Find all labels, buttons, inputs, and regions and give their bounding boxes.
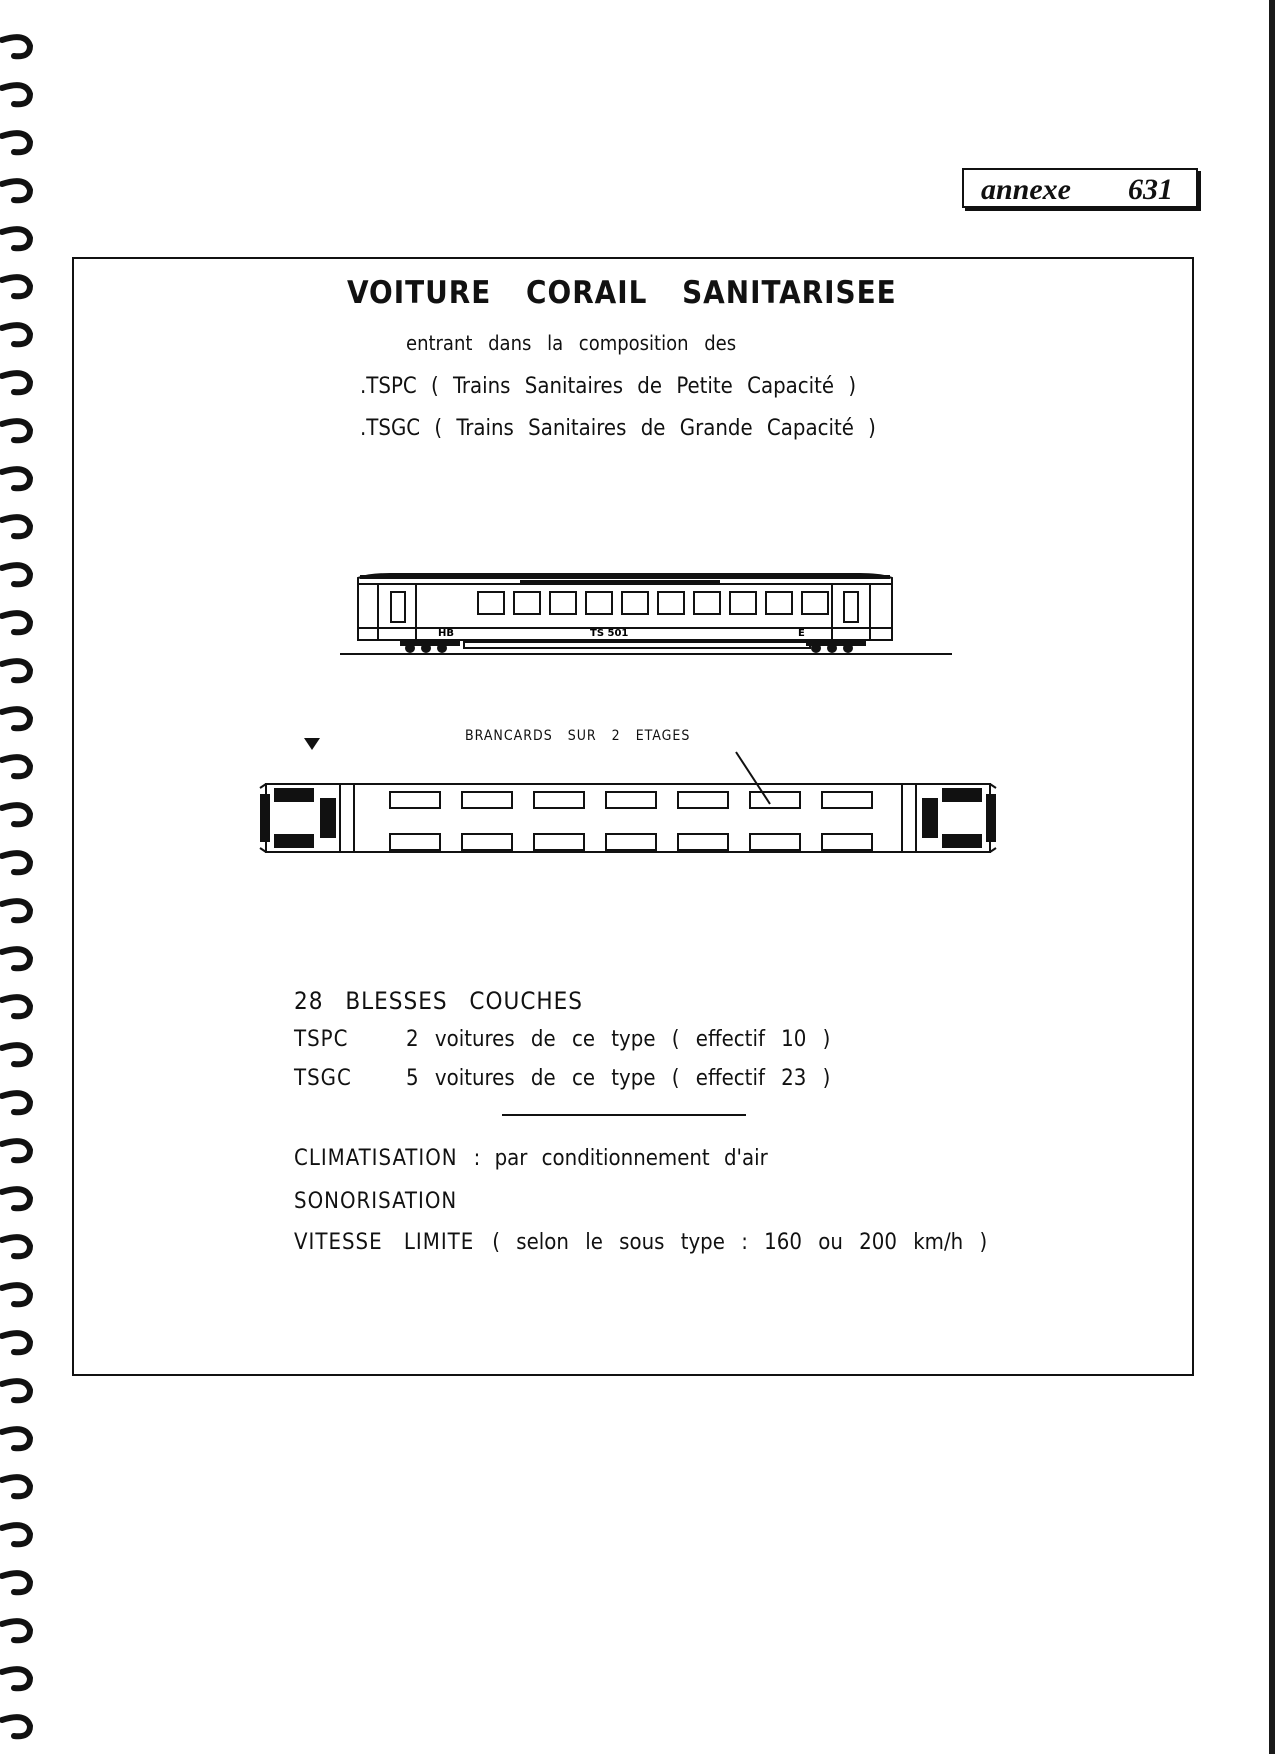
stretcher-slot: [390, 792, 440, 808]
side-window: [658, 592, 684, 614]
stretcher-slot: [462, 834, 512, 850]
spiral-coil: [2, 997, 30, 1016]
spiral-coil: [2, 517, 30, 536]
capacity-headline: 28 BLESSES COUCHES: [294, 987, 583, 1015]
stretcher-slot: [678, 792, 728, 808]
separator-rule: [502, 1114, 746, 1116]
spiral-coil: [2, 853, 30, 872]
capacity-text: 2 voitures de ce type ( effectif 10 ): [406, 1027, 831, 1052]
side-window: [550, 592, 576, 614]
spiral-coil: [2, 661, 30, 680]
spiral-coil: [2, 421, 30, 440]
train-type-tspc: .TSPC ( Trains Sanitaires de Petite Capacité ): [360, 374, 857, 399]
feature-sonorisation: SONORISATION: [294, 1189, 458, 1214]
page-title: VOITURE CORAIL SANITARISEE: [347, 275, 897, 311]
spiral-coil: [2, 181, 30, 200]
feature-detail: : par conditionnement d'air: [473, 1146, 768, 1171]
train-type-tsgc: .TSGC ( Trains Sanitaires de Grande Capacité ): [360, 416, 876, 441]
side-window: [766, 592, 792, 614]
spiral-coil: [2, 757, 30, 776]
capacity-text: 5 voitures de ce type ( effectif 23 ): [406, 1066, 831, 1091]
spiral-binding: [0, 0, 50, 1754]
spiral-coil: [2, 37, 30, 56]
spiral-coil: [2, 1429, 30, 1448]
spiral-coil: [2, 1573, 30, 1592]
stretcher-slot: [606, 792, 656, 808]
feature-label: VITESSE LIMITE: [294, 1230, 475, 1255]
spiral-coil: [2, 1237, 30, 1256]
capacity-row-tspc: [294, 1027, 830, 1052]
spiral-coil: [2, 1525, 30, 1544]
coach-plan-view: [250, 738, 1010, 868]
stretcher-slot: [822, 792, 872, 808]
side-marking-center: TS 501: [590, 628, 629, 639]
spiral-coil: [2, 709, 30, 728]
side-window: [622, 592, 648, 614]
side-marking-left: HB: [438, 628, 454, 639]
side-marking-right: E: [798, 628, 805, 639]
stretcher-slot: [678, 834, 728, 850]
stretcher-slot: [390, 834, 440, 850]
spiral-coil: [2, 901, 30, 920]
side-window: [586, 592, 612, 614]
spiral-coil: [2, 1141, 30, 1160]
spiral-coil: [2, 1621, 30, 1640]
spiral-coil: [2, 277, 30, 296]
feature-label: CLIMATISATION: [294, 1146, 458, 1171]
spiral-coil: [2, 1381, 30, 1400]
stretcher-slot: [462, 792, 512, 808]
spiral-coil: [2, 565, 30, 584]
spiral-coil: [2, 1093, 30, 1112]
spiral-coil: [2, 1477, 30, 1496]
capacity-row-tsgc: [294, 1066, 830, 1091]
stretcher-slot: [750, 792, 800, 808]
stretcher-slot: [606, 834, 656, 850]
spiral-coil: [2, 373, 30, 392]
annex-tag: [962, 168, 1198, 208]
spiral-coil: [2, 949, 30, 968]
spiral-coil: [2, 229, 30, 248]
annex-label: annexe: [981, 173, 1071, 206]
feature-detail: ( selon le sous type : 160 ou 200 km/h ): [492, 1230, 988, 1255]
spiral-coil: [2, 1045, 30, 1064]
side-window: [514, 592, 540, 614]
capacity-code: TSGC: [294, 1066, 352, 1091]
page-subtitle: entrant dans la composition des: [406, 331, 737, 355]
spiral-coil: [2, 469, 30, 488]
spiral-coil: [2, 325, 30, 344]
page-edge-shadow: [1269, 0, 1275, 1754]
spiral-coil: [2, 133, 30, 152]
spiral-coil: [2, 613, 30, 632]
stretcher-slot: [534, 834, 584, 850]
spiral-coil: [2, 1717, 30, 1736]
spiral-coil: [2, 85, 30, 104]
side-window: [478, 592, 504, 614]
spiral-coil: [2, 1189, 30, 1208]
stretcher-slot: [750, 834, 800, 850]
coach-side-view: [340, 570, 956, 660]
spiral-coil: [2, 805, 30, 824]
feature-speed-limit: [294, 1230, 987, 1255]
stretcher-callout-label: BRANCARDS SUR 2 ETAGES: [465, 728, 691, 744]
side-window: [730, 592, 756, 614]
feature-climatisation: [294, 1146, 768, 1171]
spiral-coil: [2, 1333, 30, 1352]
spiral-coil: [2, 1669, 30, 1688]
spiral-coil: [2, 1285, 30, 1304]
annex-number: 631: [1128, 173, 1173, 206]
capacity-code: TSPC: [294, 1027, 349, 1052]
side-window: [694, 592, 720, 614]
stretcher-slot: [822, 834, 872, 850]
stretcher-slot: [534, 792, 584, 808]
side-window: [802, 592, 828, 614]
